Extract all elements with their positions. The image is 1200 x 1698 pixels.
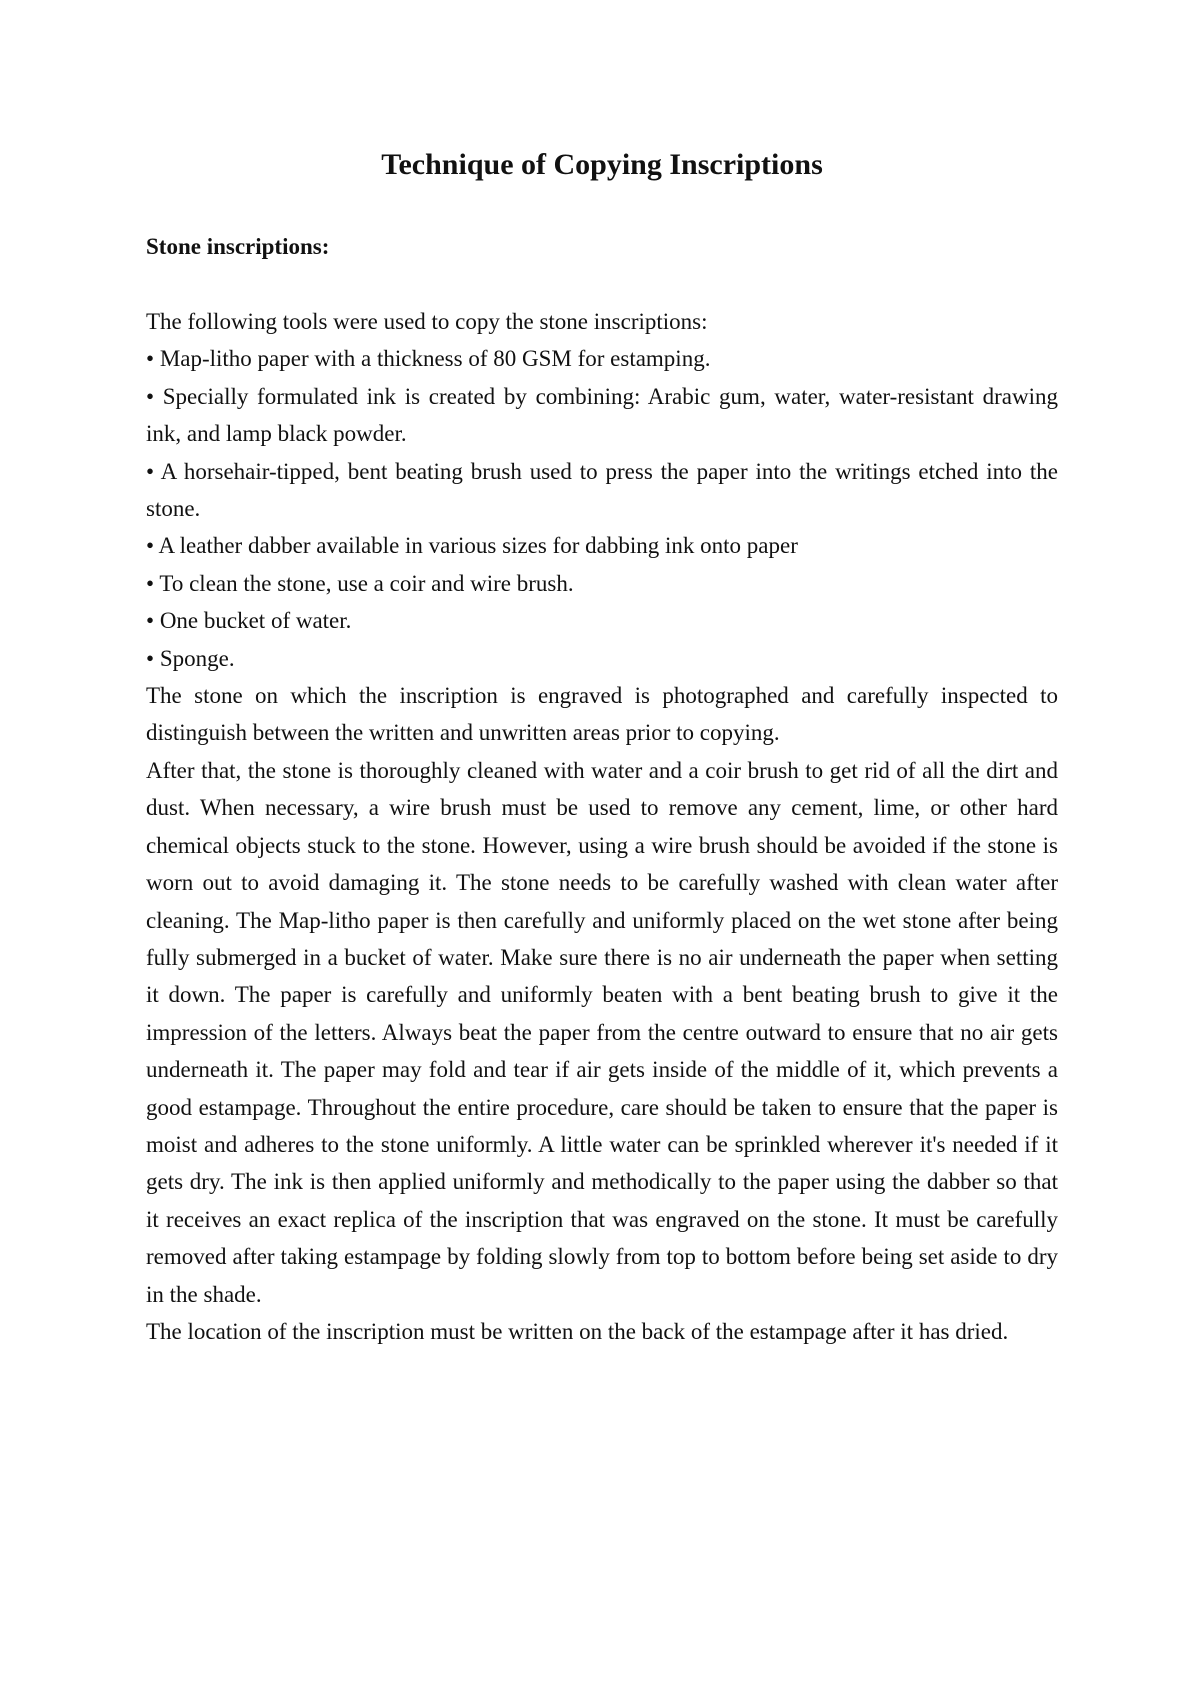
bullet-icon: • [146, 533, 155, 559]
list-item [146, 565, 1058, 602]
list-item [146, 602, 1058, 639]
list-item [146, 527, 1058, 564]
paragraph-procedure: After that, the stone is thoroughly cleaned with water and a coir brush to get rid of all the dirt and dust. When necessary, a wire brush must be used to remove any cement, lime, or other hard chemical objects stuck to the stone. However, using a wire brush should be avoided if the stone is worn out to avoid damaging it. The stone needs to be carefully washed with clean water after cleaning. The Map-litho paper is then carefully and uniformly placed on the wet stone after being fully submerged in a bucket of water. Make sure there is no air underneath the paper when setting it down. The paper is carefully and uniformly beaten with a bent beating brush to give it the impression of the letters. Always beat the paper from the centre outward to ensure that no air gets underneath it. The paper may fold and tear if air gets inside of the middle of it, which prevents a good estampage. Throughout the entire procedure, care should be taken to ensure that the paper is moist and adheres to the stone uniformly. A little water can be sprinkled wherever it's needed if it gets dry. The ink is then applied uniformly and methodically to the paper using the dabber so that it receives an exact replica of the inscription that was engraved on the stone. It must be carefully removed after taking estampage by folding slowly from top to bottom before being set aside to dry in the shade. [146, 757, 1058, 1307]
list-item-text: Specially formulated ink is created by combining: Arabic gum, water, water-resistant drawing ink, and lamp black powder. [146, 383, 1058, 447]
bullet-icon: • [146, 346, 155, 372]
bullet-icon: • [146, 458, 155, 484]
list-item-text: To clean the stone, use a coir and wire brush. [159, 570, 574, 596]
list-item-text: Map-litho paper with a thickness of 80 GSM for estamping. [159, 346, 711, 372]
section-heading: Stone inscriptions: [146, 234, 330, 259]
list-item-text: One bucket of water. [159, 608, 352, 634]
paragraph-inspection: The stone on which the inscription is engraved is photographed and carefully inspected to distinguish between the written and unwritten areas prior to copying. [146, 683, 1058, 746]
list-item [146, 378, 1058, 453]
list-item [146, 453, 1058, 528]
tools-list [146, 340, 1058, 677]
bullet-icon: • [146, 645, 155, 671]
tools-intro: The following tools were used to copy the stone inscriptions: [146, 309, 708, 334]
list-item-text: A leather dabber available in various sizes for dabbing ink onto paper [158, 533, 798, 559]
list-item [146, 640, 1058, 677]
list-item-text: Sponge. [159, 645, 235, 671]
bullet-icon: • [146, 570, 155, 596]
page-title: Technique of Copying Inscriptions [381, 148, 823, 181]
paragraph-location: The location of the inscription must be written on the back of the estampage after it has dried. [146, 1318, 1009, 1344]
document-page [146, 142, 1058, 1350]
document-body [146, 303, 1058, 1350]
bullet-icon: • [146, 383, 155, 409]
bullet-icon: • [146, 608, 155, 634]
list-item [146, 340, 1058, 377]
list-item-text: A horsehair-tipped, bent beating brush used to press the paper into the writings etched into the stone. [146, 458, 1058, 522]
